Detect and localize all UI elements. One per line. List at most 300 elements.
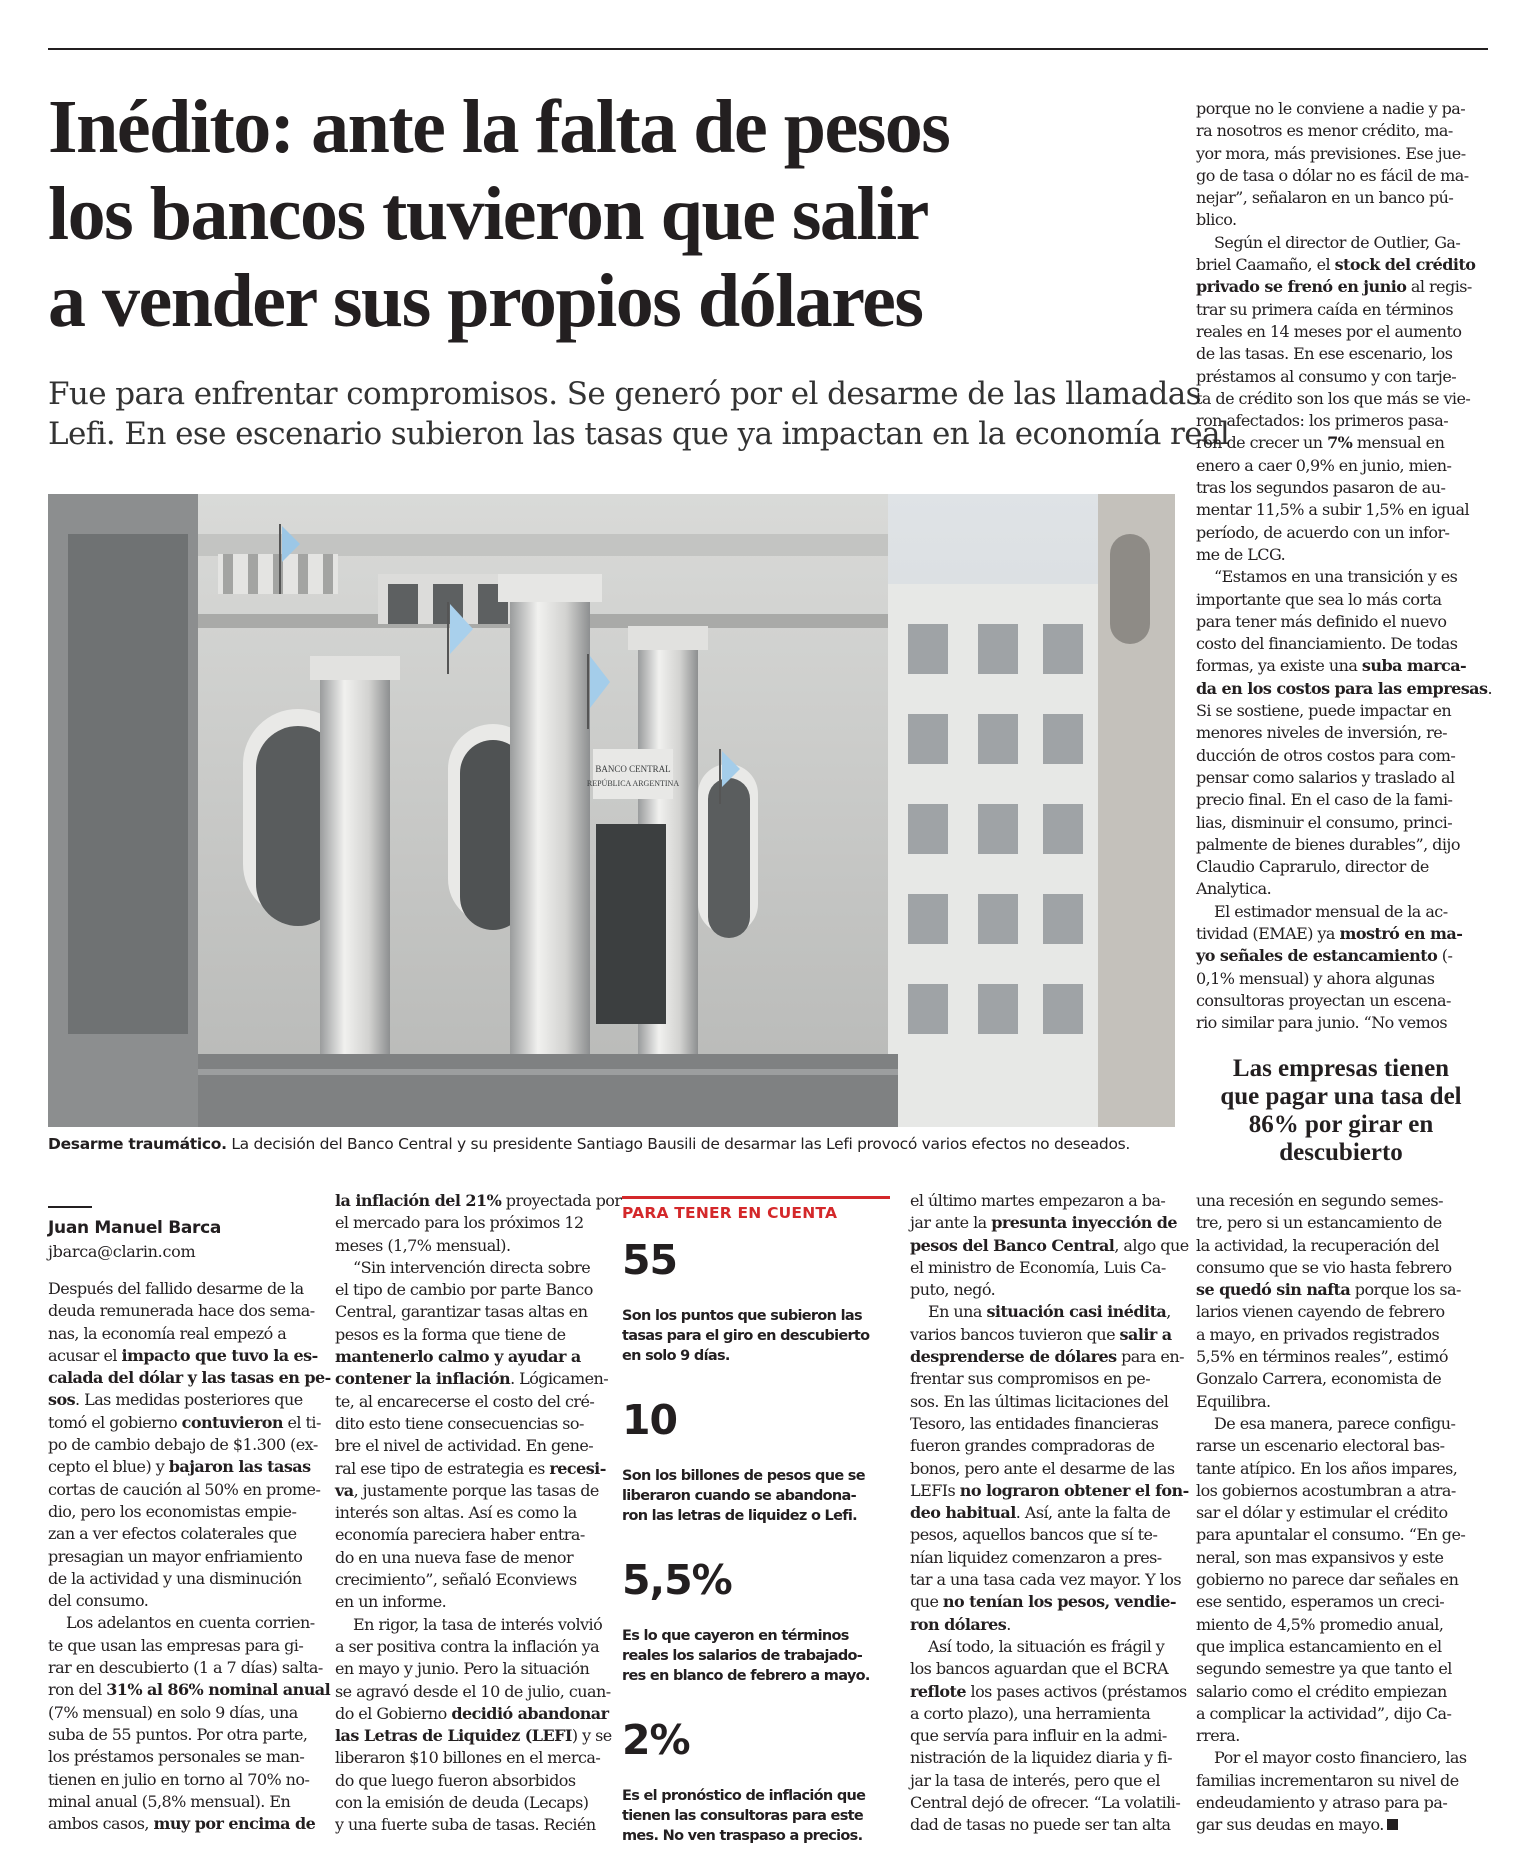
bold-text: contuvieron (181, 1412, 283, 1432)
factbox-text (622, 1786, 894, 1846)
text-line (910, 1391, 1184, 1413)
text-line (335, 1725, 612, 1747)
author-rule (48, 1206, 92, 1208)
text-run: crecimiento”, señaló Econviews (335, 1570, 577, 1590)
text-run: bonos, pero ante el desarme de las (910, 1458, 1175, 1478)
text-line (48, 1300, 318, 1322)
text-run: , (1166, 1302, 1171, 1322)
text-run: larios vienen cayendo de febrero (1196, 1302, 1445, 1322)
text-run: enero a caer 0,9% en junio, mien- (1196, 455, 1452, 475)
text-line (48, 1479, 321, 1501)
text-run: de la actividad y una disminución (48, 1568, 302, 1588)
text-line (910, 1591, 1184, 1613)
text-line (1196, 1524, 1492, 1546)
bold-text: la inflación del 21% (335, 1191, 502, 1210)
text-line (1196, 678, 1492, 700)
text-line (1196, 254, 1492, 276)
bold-text: las Letras de Liquidez ( (335, 1726, 532, 1746)
text-run: do que luego fueron absorbidos (335, 1770, 576, 1790)
text-run: tante atípico. En los años impares, (1196, 1458, 1458, 1478)
bold-text: contener la inflación (335, 1369, 511, 1389)
text-run: consultoras proyectan un escena- (1196, 990, 1451, 1010)
text-line (48, 1367, 331, 1389)
text-line (1196, 499, 1492, 521)
text-line (48, 1791, 318, 1813)
bold-text: decidió abandonar (451, 1703, 609, 1723)
text-line (910, 1614, 1184, 1636)
text-run: blico. (1196, 210, 1237, 230)
text-run: ron de crecer un (1196, 433, 1328, 453)
text-run: a corto plazo), una herramienta (910, 1703, 1151, 1723)
factbox-text-line: res en blanco de febrero a mayo. (622, 1668, 870, 1684)
text-run: 5,5% en términos reales”, estimó (1196, 1347, 1448, 1367)
text-line (48, 1590, 318, 1612)
text-run: pesos, aquellos bancos que sí te- (910, 1525, 1158, 1545)
text-run: ese sentido, esperamos un creci- (1196, 1592, 1445, 1612)
text-run: Analytica. (1196, 879, 1272, 899)
text-line (910, 1703, 1184, 1725)
text-run: precio final. En el caso de la fami- (1196, 790, 1453, 810)
text-run: jar ante la (910, 1213, 992, 1233)
subheadline (48, 374, 1230, 454)
caption-lead: Desarme traumático. (48, 1135, 227, 1153)
text-run: endeudamiento y atraso para pa- (1196, 1793, 1448, 1813)
text-run: frentar sus compromisos en pe- (910, 1369, 1151, 1389)
text-run: interés son altas. Así es como la (335, 1503, 577, 1523)
text-run: . (1006, 1614, 1011, 1634)
text-run: Tesoro, las entidades financieras (910, 1413, 1159, 1433)
text-line (910, 1770, 1184, 1792)
text-line (1196, 1703, 1492, 1725)
text-run: varios bancos tuvieron que (910, 1324, 1120, 1344)
bold-text: recesi- (549, 1458, 606, 1478)
text-line (335, 1391, 605, 1413)
text-line (335, 1770, 605, 1792)
pull-quote-line: 86% por girar en (1248, 1111, 1434, 1138)
bold-text: pesos del Banco Central (910, 1235, 1115, 1255)
text-line (1196, 611, 1492, 633)
text-run: los bancos aguardan que el BCRA (910, 1659, 1169, 1679)
text-run: Claudio Caprarulo, director de (1196, 857, 1429, 877)
text-line (1196, 1569, 1492, 1591)
text-line (910, 1368, 1184, 1390)
bold-text: deo habitual (910, 1503, 1016, 1523)
text-run: reales en 14 meses por el aumento (1196, 321, 1462, 341)
end-of-article-mark (1387, 1819, 1398, 1830)
text-run: . (1487, 678, 1492, 698)
text-run: ambos casos, (48, 1814, 154, 1834)
bold-text: va (335, 1480, 354, 1500)
text-run: economía pareciera haber entra- (335, 1525, 585, 1545)
text-line (335, 1435, 605, 1457)
text-line (910, 1301, 1184, 1323)
text-line (1196, 1346, 1492, 1368)
factbox-title: PARA TENER EN CUENTA (622, 1204, 838, 1222)
text-run: porque no le conviene a nadie y pa- (1196, 99, 1466, 118)
text-line (1196, 187, 1492, 209)
text-run: porque los sa- (1350, 1280, 1461, 1300)
text-line (1196, 1770, 1492, 1792)
text-run: en un informe. (335, 1592, 447, 1612)
text-run: jar la tasa de interés, pero que el (910, 1770, 1160, 1790)
text-run: y una fuerte suba de tasas. Recién (335, 1815, 596, 1835)
text-run: Así todo, la situación es frágil y (928, 1636, 1165, 1656)
text-run: mentar 11,5% a subir 1,5% en igual (1196, 500, 1470, 520)
text-line (1196, 812, 1492, 834)
text-line (1196, 1257, 1492, 1279)
text-run: segundo semestre ya que tanto el (1196, 1659, 1452, 1679)
text-line (1196, 232, 1492, 254)
factbox-text-line: Es lo que cayeron en términos (622, 1628, 849, 1644)
text-run: deuda remunerada hace dos sema- (48, 1301, 315, 1321)
text-line (1196, 143, 1492, 165)
text-run: , algo que (1114, 1235, 1189, 1255)
pull-quote-line: descubierto (1279, 1139, 1403, 1166)
text-line (335, 1814, 605, 1836)
text-run: a ser positiva contra la inflación ya (335, 1636, 600, 1656)
pull-quote (1196, 1055, 1486, 1167)
text-run: Central, garantizar tasas altas en (335, 1302, 588, 1322)
text-run: neral, son mas expansivos y este (1196, 1547, 1444, 1567)
text-line (335, 1569, 605, 1591)
text-line (910, 1792, 1184, 1814)
text-line (1196, 343, 1492, 365)
text-run: ducción de otros costos para com- (1196, 745, 1456, 765)
factbox-text-line: Es el pronóstico de inflación que (622, 1788, 866, 1804)
text-line (335, 1614, 605, 1636)
text-line (335, 1547, 605, 1569)
text-line (1196, 522, 1492, 544)
text-run: LEFIs (910, 1480, 960, 1500)
text-line (48, 1278, 318, 1300)
text-line (48, 1813, 318, 1835)
text-line (1196, 633, 1492, 655)
text-run: en mayo y junio. Pero la situación (335, 1659, 590, 1679)
text-line (910, 1435, 1184, 1457)
text-run: tomó el gobierno (48, 1412, 182, 1432)
bold-text: yo señales de estancamiento (1196, 946, 1438, 966)
text-line (48, 1769, 318, 1791)
text-line (1196, 990, 1492, 1012)
text-line (48, 1389, 318, 1411)
text-line (1196, 1681, 1492, 1703)
text-run: de las tasas. En ese escenario, los (1196, 344, 1453, 364)
text-run: te, al encarecerse el costo del cré- (335, 1391, 595, 1411)
text-line (48, 1434, 318, 1456)
text-run: (- (1437, 946, 1453, 966)
text-run: go de tasa o dólar no es fácil de ma- (1196, 165, 1469, 185)
text-line (1196, 655, 1492, 677)
text-line (1196, 589, 1492, 611)
text-run: zan a ver efectos colaterales que (48, 1524, 297, 1544)
text-run: del consumo. (48, 1591, 149, 1611)
bold-text: ron dólares (910, 1614, 1007, 1634)
text-run: “Sin intervención directa sobre (353, 1257, 591, 1277)
text-line (1196, 700, 1492, 722)
text-line (910, 1346, 1184, 1368)
text-line (48, 1523, 318, 1545)
text-run: puto, negó. (910, 1280, 996, 1300)
text-run: pesos es la forma que tiene de (335, 1324, 566, 1344)
bank-sign-line1: BANCO CENTRAL (595, 764, 671, 774)
text-run: nas, la economía real empezó a (48, 1323, 287, 1343)
text-line (1196, 366, 1492, 388)
text-line (1196, 1747, 1492, 1769)
text-run: al regis- (1406, 277, 1472, 297)
bold-text: no lograron obtener el fon- (959, 1480, 1189, 1500)
text-run: rrera. (1196, 1726, 1240, 1746)
bold-text: se quedó sin nafta (1196, 1280, 1351, 1300)
text-line (48, 1746, 318, 1768)
text-run: período, de acuerdo con un infor- (1196, 522, 1450, 542)
text-line (1196, 1725, 1492, 1747)
text-line (335, 1190, 622, 1212)
text-run: dad de tasas no puede ser tan alta (910, 1815, 1171, 1835)
text-line (1196, 321, 1492, 343)
text-run: Central dejó de ofrecer. “La volatili- (910, 1793, 1181, 1813)
text-line (335, 1703, 609, 1725)
factbox-value: 5,5% (622, 1556, 732, 1604)
top-rule (48, 48, 1488, 50)
text-line (1196, 455, 1492, 477)
article-column-right-top (1196, 98, 1492, 1034)
text-run: a complicar la actividad”, dijo Ca- (1196, 1703, 1452, 1723)
text-run: tre, pero si un estancamiento de (1196, 1213, 1442, 1233)
text-line (910, 1324, 1184, 1346)
text-run: tar a una tasa cada vez mayor. Y los (910, 1570, 1182, 1590)
text-line (1196, 767, 1492, 789)
text-run: cepto el blue) y (48, 1457, 169, 1477)
subheadline-line: Lefi. En ese escenario subieron las tasas que ya impactan en la economía real (48, 416, 1230, 452)
text-run: (7% mensual) en solo 9 días, una (48, 1702, 298, 1722)
bold-text: suba marca- (1361, 656, 1467, 676)
text-line (335, 1324, 605, 1346)
text-line (1196, 209, 1492, 231)
text-run: te que usan las empresas para gi- (48, 1635, 304, 1655)
text-line (910, 1658, 1184, 1680)
text-line (910, 1547, 1184, 1569)
text-run: consumo que se vio hasta febrero (1196, 1257, 1452, 1277)
text-line (48, 1702, 318, 1724)
text-run: tividad (EMAE) ya (1196, 923, 1340, 943)
text-line (1196, 1547, 1492, 1569)
article-column-1 (48, 1278, 331, 1835)
factbox-text-line: liberaron cuando se abandona- (622, 1488, 856, 1504)
text-run: nían liquidez comenzaron a pres- (910, 1547, 1162, 1567)
text-run: una recesión en segundo semes- (1196, 1191, 1443, 1210)
text-line (335, 1681, 611, 1703)
text-run: nejar”, señalaron en un banco pú- (1196, 188, 1454, 208)
text-run: 0,1% mensual) y ahora algunas (1196, 968, 1435, 988)
text-line (1196, 722, 1492, 744)
text-line (335, 1502, 605, 1524)
text-run: En una (928, 1302, 987, 1322)
text-run: el ti- (282, 1412, 321, 1432)
article-column-4 (1196, 1190, 1492, 1837)
text-run: . Lógicamen- (510, 1369, 609, 1389)
text-run: que (910, 1592, 943, 1612)
text-line (1196, 1190, 1492, 1212)
text-run: gobierno no parece dar señales en (1196, 1570, 1459, 1590)
text-line (1196, 1792, 1492, 1814)
author-name: Juan Manuel Barca (48, 1218, 222, 1238)
text-line (1196, 1391, 1492, 1413)
text-run: ta de crédito son los que más se vie- (1196, 388, 1471, 408)
text-line (910, 1502, 1184, 1524)
headline-line: a vender sus propios dólares (48, 259, 923, 343)
bold-text: salir a (1119, 1324, 1172, 1344)
text-line (48, 1345, 318, 1367)
text-run: ral ese tipo de estrategia es (335, 1458, 550, 1478)
text-run: acusar el (48, 1345, 122, 1365)
text-line (910, 1636, 1184, 1658)
text-run: rar en descubierto (1 a 7 días) salta- (48, 1658, 323, 1678)
factbox-value: 55 (622, 1236, 678, 1284)
text-line (1196, 968, 1492, 990)
text-line (335, 1591, 605, 1613)
text-line (910, 1190, 1184, 1212)
text-run: costo del financiamiento. De todas (1196, 634, 1458, 654)
text-line (335, 1458, 605, 1480)
text-line (1196, 432, 1492, 454)
text-line (48, 1412, 321, 1434)
text-run: pensar como salarios y traslado al (1196, 767, 1455, 787)
text-line (1196, 1636, 1492, 1658)
bold-text: reflote (910, 1681, 966, 1701)
text-line (335, 1792, 605, 1814)
text-line (1196, 165, 1492, 187)
text-run: Según el director de Outlier, Ga- (1214, 232, 1461, 252)
text-line (335, 1279, 605, 1301)
text-line (1196, 1658, 1492, 1680)
text-run: po de cambio debajo de $1.300 (ex- (48, 1435, 318, 1455)
text-run: proyectada por (501, 1191, 622, 1210)
text-line (48, 1323, 318, 1345)
text-line (335, 1524, 605, 1546)
bold-text: da en los costos para las empresas (1196, 678, 1488, 698)
text-line (910, 1569, 1184, 1591)
bold-text: situación casi inédita (986, 1302, 1167, 1322)
text-line (48, 1456, 318, 1478)
text-line (335, 1413, 605, 1435)
text-line (1196, 98, 1492, 120)
text-line (910, 1413, 1184, 1435)
bank-building-illustration (48, 494, 1175, 1127)
photo-caption (48, 1133, 1188, 1155)
text-run: fueron grandes compradoras de (910, 1436, 1155, 1456)
text-run: la actividad, la recuperación del (1196, 1235, 1439, 1255)
text-run: nistración de la liquidez diaria y fi- (910, 1748, 1172, 1768)
text-run: menores niveles de inversión, re- (1196, 723, 1447, 743)
text-run: presagian un mayor enfriamiento (48, 1546, 303, 1566)
text-run: liberaron $10 billones en el merca- (335, 1748, 601, 1768)
text-line (1196, 1301, 1492, 1323)
text-line (335, 1212, 605, 1234)
factbox-text (622, 1466, 894, 1526)
text-run: ra nosotros es menor crédito, ma- (1196, 121, 1453, 141)
text-run: el mercado para los próximos 12 (335, 1213, 584, 1233)
text-line (1196, 1435, 1492, 1457)
text-run: me de LCG. (1196, 544, 1286, 564)
text-run: que implica estancamiento en el (1196, 1636, 1442, 1656)
text-run: Los adelantos en cuenta corrien- (66, 1613, 315, 1633)
text-line (1196, 1614, 1492, 1636)
text-run: trar su primera caída en términos (1196, 299, 1454, 319)
bold-text: mostró en ma- (1339, 923, 1463, 943)
text-run: suba de 55 puntos. Por otra parte, (48, 1724, 308, 1744)
text-line (1196, 276, 1492, 298)
text-run: sar el dólar y estimular el crédito (1196, 1503, 1448, 1523)
text-run: En rigor, la tasa de interés volvió (353, 1614, 603, 1634)
factbox-text-line: mes. No ven traspaso a precios. (622, 1828, 863, 1844)
text-run: ron afectados: los primeros pasa- (1196, 411, 1449, 431)
text-line (1196, 945, 1492, 967)
pull-quote-line: Las empresas tienen (1232, 1055, 1450, 1082)
text-line (335, 1368, 609, 1390)
text-run: préstamos al consumo y con tarje- (1196, 366, 1457, 386)
text-line (1196, 901, 1492, 923)
text-run: los pases activos (préstamos (965, 1681, 1187, 1701)
headline (48, 84, 1168, 345)
text-run: Por el mayor costo financiero, las (1214, 1748, 1467, 1768)
text-line (910, 1480, 1189, 1502)
text-line (910, 1814, 1184, 1836)
text-run: los gobiernos acostumbran a atra- (1196, 1480, 1456, 1500)
text-line (1196, 1212, 1492, 1234)
factbox-value: 10 (622, 1396, 678, 1444)
factbox-text-line: tienen las consultoras para este (622, 1808, 863, 1824)
text-line (910, 1458, 1184, 1480)
text-run: De esa manera, parece configu- (1214, 1413, 1456, 1433)
bold-text: 7% (1327, 433, 1353, 453)
text-run: . Así, ante la falta de (1015, 1503, 1171, 1523)
text-line (1196, 1413, 1492, 1435)
factbox-text (622, 1306, 894, 1366)
text-run: rarse un escenario electoral bas- (1196, 1436, 1445, 1456)
text-run: dito esto tiene consecuencias so- (335, 1413, 584, 1433)
text-run: familias incrementaron su nivel de (1196, 1770, 1459, 1790)
text-line (1196, 745, 1492, 767)
text-line (335, 1480, 605, 1502)
text-line (48, 1612, 318, 1634)
text-line (48, 1724, 318, 1746)
text-line (1196, 1814, 1492, 1836)
headline-line: Inédito: ante la falta de pesos (48, 85, 950, 169)
factbox-text-line: reales los salarios de trabajado- (622, 1648, 863, 1664)
bold-text: sos (48, 1390, 76, 1410)
text-run: yor mora, más previsiones. Ese jue- (1196, 143, 1466, 163)
text-run: Gonzalo Carrera, economista de (1196, 1369, 1442, 1389)
bank-building-photo (48, 494, 1175, 1127)
article-column-2 (335, 1190, 622, 1837)
text-run: Equilibra. (1196, 1391, 1271, 1411)
text-line (1196, 544, 1492, 566)
author-email[interactable]: jbarca@clarin.com (48, 1242, 196, 1261)
text-run: con la emisión de deuda (Lecaps) (335, 1793, 589, 1813)
text-run: a mayo, en privados registrados (1196, 1324, 1440, 1344)
pull-quote-line: que pagar una tasa del (1220, 1083, 1462, 1110)
text-line (335, 1257, 605, 1279)
factbox-text-line: Son los puntos que subieron las (622, 1308, 862, 1324)
bold-text: calada del dólar y las tasas en pe- (48, 1368, 331, 1388)
text-line (1196, 566, 1492, 588)
text-run: bre el nivel de actividad. En gene- (335, 1436, 594, 1456)
bold-text: privado se frenó en junio (1196, 277, 1407, 297)
text-run: lias, disminuir el consumo, princi- (1196, 812, 1453, 832)
text-line (910, 1524, 1184, 1546)
text-line (1196, 789, 1492, 811)
text-line (1196, 856, 1492, 878)
